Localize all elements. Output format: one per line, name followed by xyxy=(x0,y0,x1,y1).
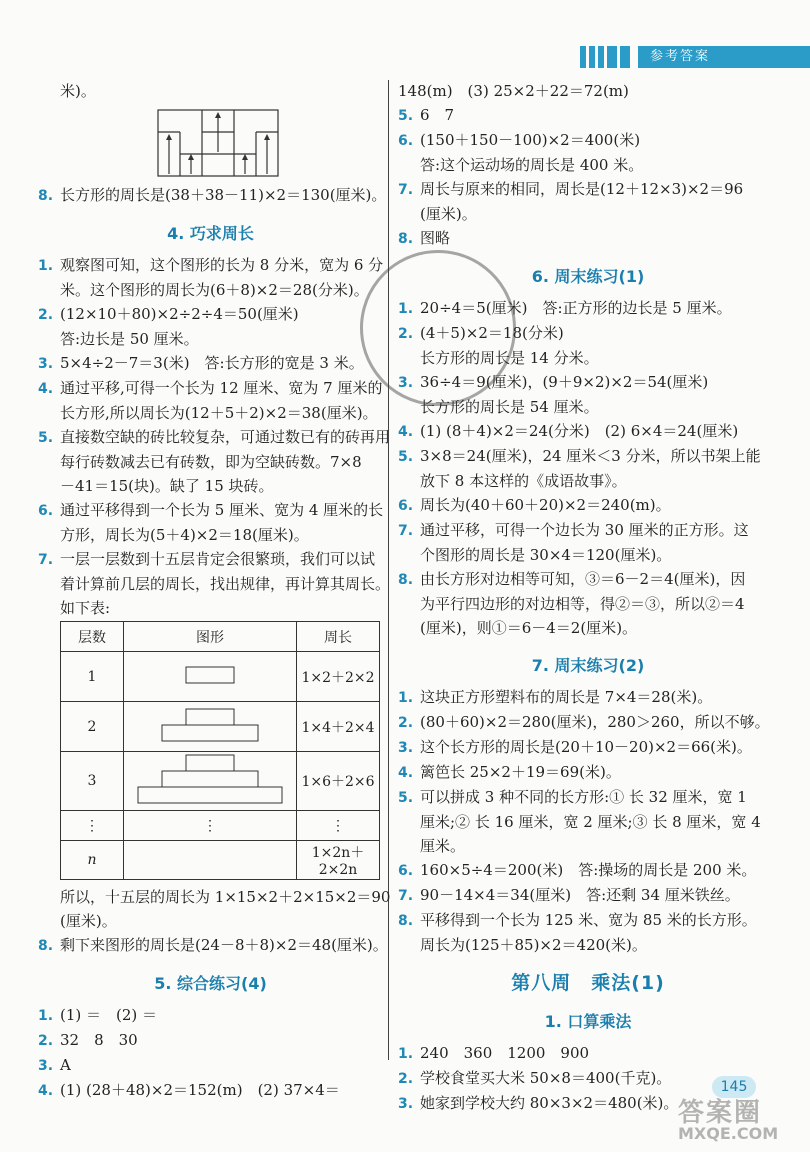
table-header: 周长 xyxy=(297,622,380,652)
right-column xyxy=(398,78,778,1117)
answer-6 xyxy=(398,129,778,152)
answer-text: 通过平移,可得一个长为 12 厘米、宽为 7 厘米的 xyxy=(60,379,383,397)
shape-cell xyxy=(124,652,297,702)
answer-text: 这个长方形的周长是(20＋10－20)×2＝66(米)。 xyxy=(420,738,752,756)
answer-text: A xyxy=(60,1056,71,1074)
table-row xyxy=(61,702,380,752)
answer-3 xyxy=(398,736,778,759)
text-line: 148(m) (3) 25×2＋22＝72(m) xyxy=(398,82,629,100)
text-line: (厘米)。 xyxy=(60,912,117,930)
table-row xyxy=(61,811,380,841)
answer-text: 剩下来图形的周长是(24－8＋8)×2＝48(厘米)。 xyxy=(60,936,388,954)
question-number: 1. xyxy=(398,690,414,706)
table-header: 层数 xyxy=(61,622,124,652)
question-number: 3. xyxy=(38,1058,54,1074)
question-number: 8. xyxy=(398,913,414,929)
answer-text: (4＋5)×2＝18(分米) xyxy=(420,324,564,342)
answer-8 xyxy=(38,184,387,207)
question-number: 8. xyxy=(398,572,414,588)
text-line: 长方形的周长是 14 分米。 xyxy=(420,349,599,367)
answer-text: 周长为(40＋60＋20)×2＝240(m)。 xyxy=(420,496,671,514)
answer-7 xyxy=(398,884,778,907)
question-number: 2. xyxy=(38,1033,54,1049)
table-row xyxy=(61,752,380,811)
table-cell: ⋮ xyxy=(61,811,124,841)
text-line: 放下 8 本这样的《成语故事》。 xyxy=(420,472,627,490)
section-title-6: 6. 周末练习(1) xyxy=(531,267,645,286)
question-number: 4. xyxy=(38,1083,54,1099)
question-number: 1. xyxy=(398,301,414,317)
section-title-1: 1. 口算乘法 xyxy=(544,1012,632,1031)
chapter-title: 第八周 乘法(1) xyxy=(511,972,665,994)
question-number: 3. xyxy=(398,375,414,391)
watermark-url: MXQE.COM xyxy=(678,1124,779,1143)
question-number: 6. xyxy=(398,498,414,514)
table-cell: ⋮ xyxy=(297,811,380,841)
answer-4 xyxy=(38,377,383,400)
text-line: 方形，周长为(5＋4)×2＝18(厘米)。 xyxy=(60,526,309,544)
question-number: 2. xyxy=(398,715,414,731)
question-number: 3. xyxy=(38,356,54,372)
answer-2 xyxy=(38,1029,383,1052)
question-number: 3. xyxy=(398,1096,414,1112)
layer-3-shape xyxy=(135,753,285,805)
answer-text: 32 8 30 xyxy=(60,1031,138,1049)
question-number: 1. xyxy=(38,1008,54,1024)
section-title-4: 4. 巧求周长 xyxy=(167,224,254,243)
text-line: 厘米;② 长 16 厘米，宽 2 厘米;③ 长 8 厘米，宽 4 xyxy=(420,813,761,831)
answer-text: 36÷4＝9(厘米)，(9＋9×2)×2＝54(厘米) xyxy=(420,373,709,391)
answer-7 xyxy=(398,178,778,201)
question-number: 1. xyxy=(38,258,54,274)
text-line: 米。这个图形的周长为(6＋8)×2＝28(分米)。 xyxy=(60,281,369,299)
answer-5 xyxy=(398,104,778,127)
answer-2 xyxy=(38,303,383,326)
text-line: 米)。 xyxy=(60,82,96,100)
answer-text: (1) (28＋48)×2＝152(m) (2) 37×4＝ xyxy=(60,1081,340,1099)
question-number: 3. xyxy=(398,740,414,756)
question-number: 7. xyxy=(398,888,414,904)
site-watermark xyxy=(678,1092,803,1147)
header-stripes xyxy=(580,46,630,68)
answer-1 xyxy=(398,686,778,709)
layer-2-shape xyxy=(135,707,285,743)
text-line: 如下表: xyxy=(60,599,111,617)
text-line: －41＝15(块)。缺了 15 块砖。 xyxy=(60,477,274,495)
answer-text: 长方形的周长是(38＋38－11)×2＝130(厘米)。 xyxy=(60,186,387,204)
text-line: 答:边长是 50 厘米。 xyxy=(60,330,199,348)
question-number: 2. xyxy=(38,307,54,323)
answer-text: 通过平移得到一个长为 5 厘米、宽为 4 厘米的长 xyxy=(60,501,384,519)
question-number: 1. xyxy=(398,1046,414,1062)
answer-3 xyxy=(38,352,383,375)
answer-text: (80＋60)×2＝280(厘米)，280＞260，所以不够。 xyxy=(420,713,770,731)
answer-8 xyxy=(398,227,778,250)
answer-3 xyxy=(38,1054,383,1077)
answer-text: 20÷4＝5(厘米) 答:正方形的边长是 5 厘米。 xyxy=(420,299,732,317)
table-header: 图形 xyxy=(124,622,297,652)
answer-5 xyxy=(398,786,778,809)
answer-text: 5×4÷2－7＝3(米) 答:长方形的宽是 3 米。 xyxy=(60,354,364,372)
text-line: 周长为(125＋85)×2＝420(米)。 xyxy=(420,936,647,954)
page-number: 145 xyxy=(712,1076,756,1098)
text-line: 着计算前几层的周长，找出规律，再计算其周长。 xyxy=(60,575,391,593)
answer-text: 160×5÷4＝200(米) 答:操场的周长是 200 米。 xyxy=(420,861,757,879)
question-number: 7. xyxy=(398,182,414,198)
perimeter-table xyxy=(60,621,380,880)
answer-1 xyxy=(38,254,383,277)
answer-4 xyxy=(398,420,778,443)
table-cell: 1×4＋2×4 xyxy=(297,702,380,752)
table-cell: 1 xyxy=(61,652,124,702)
section-title-5: 5. 综合练习(4) xyxy=(154,974,267,993)
question-number: 5. xyxy=(398,108,414,124)
question-number: 2. xyxy=(398,1071,414,1087)
answer-text: 90－14×4＝34(厘米) 答:还剩 34 厘米铁丝。 xyxy=(420,886,740,904)
table-cell: ⋮ xyxy=(124,811,297,841)
answer-text: (12×10＋80)×2÷2÷4＝50(厘米) xyxy=(60,305,299,323)
header-tag: 参考答案 xyxy=(638,46,810,68)
answer-text: 图略 xyxy=(420,229,451,247)
table-cell xyxy=(124,841,297,880)
table-cell: 1×2n＋2×2n xyxy=(297,841,380,880)
text-line: 答:这个运动场的周长是 400 米。 xyxy=(420,156,644,174)
answer-text: 6 7 xyxy=(420,106,455,124)
answer-1 xyxy=(398,1042,778,1065)
answer-text: 她家到学校大约 80×3×2＝480(米)。 xyxy=(420,1094,679,1112)
answer-5 xyxy=(398,445,778,468)
answer-2 xyxy=(398,711,778,734)
question-number: 8. xyxy=(38,938,54,954)
question-number: 2. xyxy=(398,326,414,342)
answer-text: 观察图可知，这个图形的长为 8 分米，宽为 6 分 xyxy=(60,256,384,274)
answer-8 xyxy=(398,909,778,932)
translation-figure xyxy=(156,108,286,178)
answer-text: 篱笆长 25×2＋19＝69(米)。 xyxy=(420,763,621,781)
table-row xyxy=(61,841,380,880)
answer-text: 直接数空缺的砖比较复杂，可通过数已有的砖再用 xyxy=(60,428,391,446)
answer-text: 240 360 1200 900 xyxy=(420,1044,590,1062)
table-row xyxy=(61,652,380,702)
question-number: 6. xyxy=(398,133,414,149)
question-number: 7. xyxy=(398,523,414,539)
answer-8 xyxy=(38,934,388,957)
answer-text: 由长方形对边相等可知，③＝6－2＝4(厘米)，因 xyxy=(420,570,746,588)
answer-text: 周长与原来的相同，周长是(12＋12×3)×2＝96 xyxy=(420,180,744,198)
answer-6 xyxy=(398,494,778,517)
answer-4 xyxy=(38,1079,383,1102)
question-number: 5. xyxy=(398,790,414,806)
answer-text: (150＋150－100)×2＝400(米) xyxy=(420,131,641,149)
text-line: 长方形的周长是 54 厘米。 xyxy=(420,398,599,416)
answer-text: 这块正方形塑料布的周长是 7×4＝28(米)。 xyxy=(420,688,713,706)
answer-text: 通过平移，可得一个边长为 30 厘米的正方形。这 xyxy=(420,521,749,539)
answer-5 xyxy=(38,426,391,449)
text-line: (厘米)，则①＝6－4＝2(厘米)。 xyxy=(420,619,638,637)
answer-text: (1) (8＋4)×2＝24(分米) (2) 6×4＝24(厘米) xyxy=(420,422,739,440)
shape-cell xyxy=(124,752,297,811)
left-column xyxy=(38,78,391,1104)
text-line: 长方形,所以周长为(12＋5＋2)×2＝38(厘米)。 xyxy=(60,404,378,422)
question-number: 6. xyxy=(398,863,414,879)
question-number: 8. xyxy=(398,231,414,247)
answer-text: 平移得到一个长为 125 米、宽为 85 米的长方形。 xyxy=(420,911,757,929)
question-number: 4. xyxy=(398,424,414,440)
question-number: 4. xyxy=(38,381,54,397)
table-cell: n xyxy=(61,841,124,880)
answer-6 xyxy=(398,859,778,882)
answer-8 xyxy=(398,568,778,591)
question-number: 7. xyxy=(38,552,54,568)
answer-text: 学校食堂买大米 50×8＝400(千克)。 xyxy=(420,1069,672,1087)
answer-7 xyxy=(398,519,778,542)
layer-1-shape xyxy=(135,665,285,685)
text-line: 每行砖数减去已有砖数，即为空缺砖数。7×8 xyxy=(60,453,362,471)
column-divider xyxy=(388,80,389,1060)
table-cell: 1×6＋2×6 xyxy=(297,752,380,811)
answer-4 xyxy=(398,761,778,784)
question-number: 8. xyxy=(38,188,54,204)
question-number: 5. xyxy=(38,430,54,446)
question-number: 5. xyxy=(398,449,414,465)
table-cell: 2 xyxy=(61,702,124,752)
answer-text: 3×8＝24(厘米)，24 厘米＜3 分米，所以书架上能 xyxy=(420,447,761,465)
text-line: 厘米。 xyxy=(420,837,466,855)
answer-text: 可以拼成 3 种不同的长方形:① 长 32 厘米，宽 1 xyxy=(420,788,747,806)
question-number: 4. xyxy=(398,765,414,781)
answer-text: 一层一层数到十五层肯定会很繁琐，我们可以试 xyxy=(60,550,376,568)
watermark-logo: 答案圈 xyxy=(678,1098,763,1128)
answer-text: (1) ＝ (2) ＝ xyxy=(60,1006,158,1024)
section-title-7: 7. 周末练习(2) xyxy=(531,656,645,675)
arrow-figure xyxy=(156,108,383,180)
answer-6 xyxy=(38,499,383,522)
answer-1 xyxy=(38,1004,383,1027)
shape-cell xyxy=(124,702,297,752)
table-cell: 3 xyxy=(61,752,124,811)
text-line: (厘米)。 xyxy=(420,205,477,223)
text-line: 所以，十五层的周长为 1×15×2＋2×15×2＝90 xyxy=(60,888,391,906)
question-number: 6. xyxy=(38,503,54,519)
text-line: 为平行四边形的对边相等，得②＝③，所以②＝4 xyxy=(420,595,745,613)
table-cell: 1×2＋2×2 xyxy=(297,652,380,702)
answer-key-header xyxy=(580,46,810,68)
answer-7 xyxy=(38,548,383,571)
text-line: 个图形的周长是 30×4＝120(厘米)。 xyxy=(420,546,672,564)
